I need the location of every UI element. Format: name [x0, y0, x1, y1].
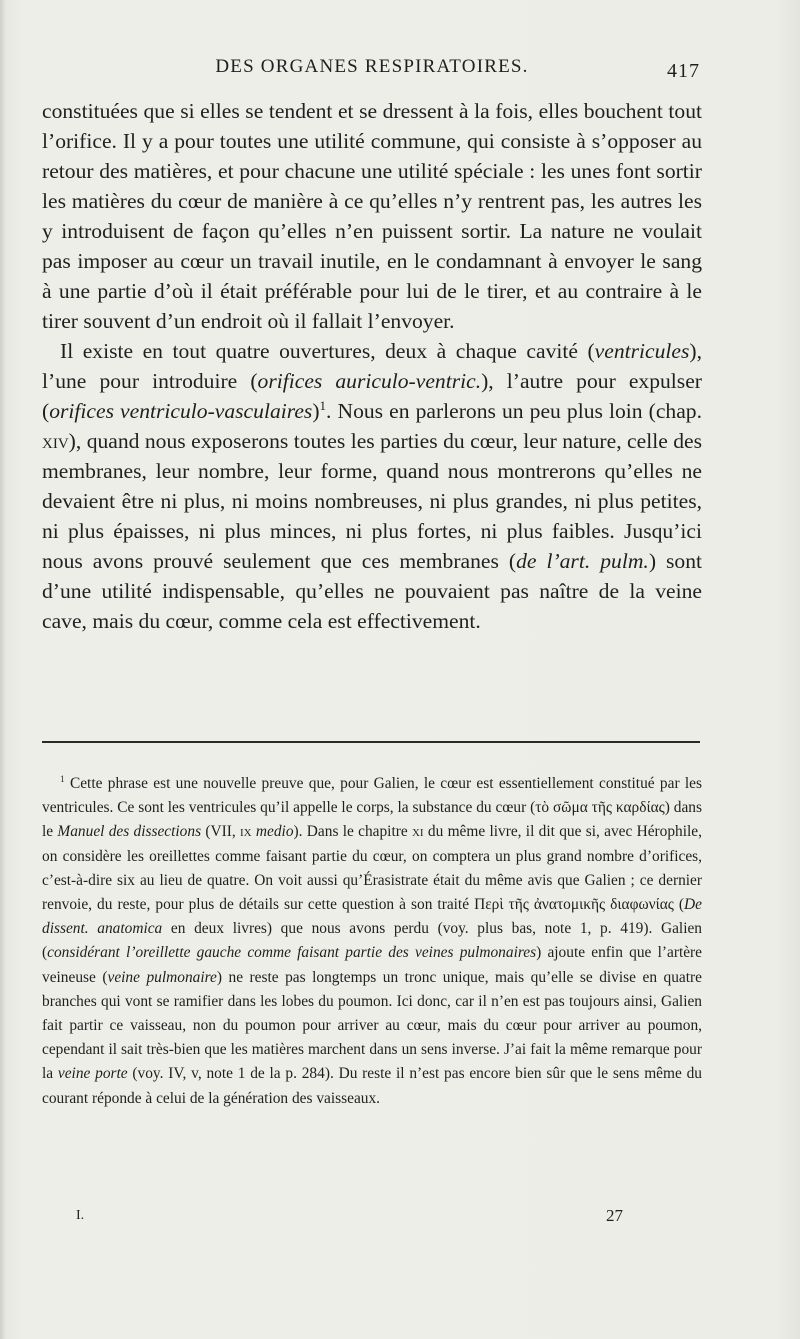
signature-mark: I.: [76, 1208, 85, 1223]
footnote: [42, 772, 702, 1111]
fn-text-2: ) dans le: [42, 799, 702, 841]
fn-text-4: ). Dans le chapitre: [293, 823, 412, 841]
fn-text-6: (: [673, 896, 685, 914]
p2-text-k: ) sont d’une utilité indispensable, qu’elles ne pouvaient pas naître de la veine cave, mais du cœur, comme cela est effectivement.: [42, 549, 702, 633]
fn-numeral-xi: xi: [411, 823, 424, 841]
paragraph-1: constituées que si elles se tendent et se dressent à la fois, elles bouchent tout l’orifice. Il y a pour toutes une utilité commune, qui consiste à s’opposer au retour des matières, et pour chacune une utilité spéciale : les unes font sortir les matières du cœur de manière à ce qu’elles n’y rentrent pas, les autres les y introduisent de façon qu’elles n’en puissent sortir. La nature ne voulait pas imposer au cœur un travail inutile, en le condamnant à envoyer le sang à une partie d’où il était préférable pour lui de le tirer, et au contraire à le tirer souvent d’un endroit où il fallait l’envoyer.: [42, 99, 702, 333]
footnote-paragraph: [42, 772, 702, 1111]
paragraph-2: [42, 336, 702, 636]
signature-number: 27: [606, 1206, 623, 1225]
running-head: [42, 52, 702, 86]
p2-text-c: ), l’une pour introduire (: [42, 339, 702, 393]
fn-text-10: (voy. IV, v, note 1 de la p. 284). Du reste il n’est pas encore bien sûr que le sens même du courant réponde à celui de la génération des vaisseaux.: [42, 1065, 702, 1107]
p2-italic-ventricules: ventricules: [594, 339, 690, 363]
fn-text-9: ) ne reste pas longtemps un tronc unique, mais qu’elle se divise en quatre branches qui vont se ramifier dans les lobes du poumon. Ici donc, car il n’en est pas toujours ainsi, Galien fait partir ce vaisseau, non du poumon pour arriver au cœur, mais du cœur pour arriver au poumon, cependant il sait très-bien que les matières marchent dans un sens inverse. J’ai fait la même remarque pour la: [42, 968, 702, 1083]
fn-greek-1: τὸ σῶμα τῆς καρδίας: [535, 799, 665, 817]
fn-italic-dissent: De dissent. anatomica: [42, 896, 702, 938]
p2-italic-auriculo: orifices auriculo-ventric.: [257, 369, 482, 393]
fn-text-3: (VII,: [201, 823, 241, 841]
footnote-mark: 1: [60, 773, 65, 784]
footnote-reference: 1: [319, 397, 327, 413]
fn-italic-medio: medio: [251, 823, 294, 841]
p2-text-a: Il existe en tout quatre ouvertures, deux à chaque cavité (: [60, 339, 595, 363]
fn-text-5: du même livre, il dit que si, avec Hérophile, on considère les oreillettes comme faisant partie du cœur, on comptera un plus grand nombre d’orifices, c’est-à-dire six au lieu de quatre. On voit aussi qu’Érasistrate était du même avis que Galien ; ce dernier renvoie, du reste, pour plus de détails sur cette question à son traité: [42, 823, 702, 914]
running-title: DES ORGANES RESPIRATOIRES.: [215, 56, 529, 77]
p2-italic-art-pulm: de l’art. pulm.: [516, 549, 649, 573]
page-number: 417: [667, 60, 700, 82]
main-text: [42, 96, 702, 636]
fn-text-1: Cette phrase est une nouvelle preuve que, pour Galien, le cœur est essentiellement constitué par les ventricules. Ce sont les ventricules qu’il appelle le corps, la substance du cœur (: [42, 775, 702, 817]
p2-text-h: . Nous en parlerons un peu plus loin (chap.: [326, 399, 702, 423]
p2-italic-ventriculo: orifices ventriculo-vasculaires: [49, 399, 313, 423]
fn-italic-veine-pulmonaire: veine pulmonaire: [107, 968, 217, 986]
footnote-rule: [42, 741, 700, 743]
page-gutter-shadow: [0, 0, 6, 1339]
fn-italic-veine-porte: veine porte: [57, 1065, 128, 1083]
p2-text-i: ), quand nous exposerons toutes les parties du cœur, leur nature, celle des membranes, leur nombre, leur forme, quand nous montrerons qu’elles ne devaient être ni plus, ni moins nombreuses, ni plus grandes, ni plus petites, ni plus épaisses, ni plus minces, ni plus fortes, ni plus faibles. Jusqu’ici nous avons prouvé seulement que ces membranes (: [42, 429, 702, 573]
fn-text-7: en deux livres) que nous avons perdu (voy. plus bas, note 1, p. 419). Galien (: [42, 920, 702, 962]
fn-italic-manuel: Manuel des dissections: [57, 823, 202, 841]
p2-text-e: ), l’autre pour expulser (: [42, 369, 702, 423]
fn-greek-2: Περὶ τῆς ἀνατομικῆς διαφωνίας: [474, 896, 674, 914]
fn-italic-considerant: considérant l’oreillette gauche comme faisant partie des veines pulmonaires: [47, 944, 537, 962]
p2-text-g: ): [312, 399, 320, 423]
fn-numeral-ix: ix: [240, 823, 252, 841]
fn-text-8: ) ajoute enfin que l’artère veineuse (: [42, 944, 703, 986]
p2-chapter-numeral: xiv: [42, 429, 69, 453]
